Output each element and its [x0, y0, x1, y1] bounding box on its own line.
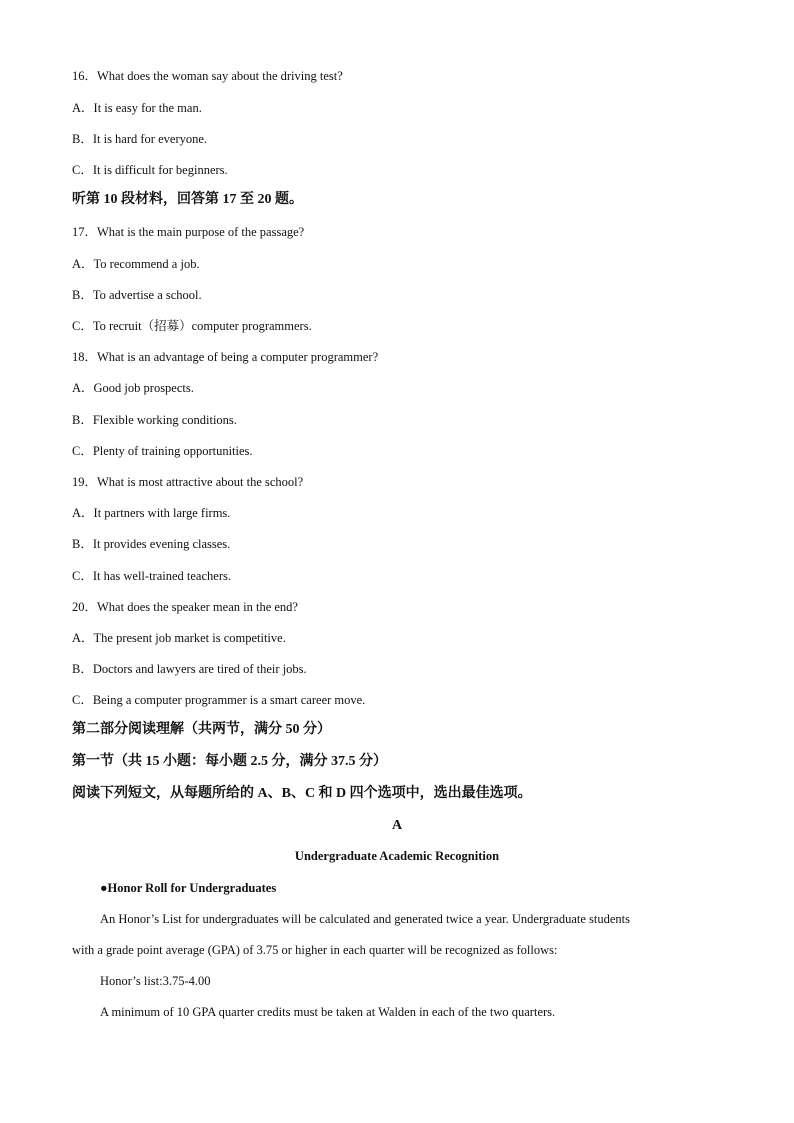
question-19: 19．What is most attractive about the school? [72, 475, 304, 489]
question-16-option-c: C．It is difficult for beginners. [72, 163, 228, 177]
paragraph-2: A minimum of 10 GPA quarter credits must be taken at Walden in each of the two quarters. [100, 1005, 556, 1019]
question-16-option-b: B．It is hard for everyone. [72, 132, 208, 146]
question-18: 18．What is an advantage of being a computer programmer? [72, 350, 379, 364]
question-18-option-a: A．Good job prospects. [72, 381, 194, 395]
paragraph-1-line-1: An Honor’s List for undergraduates will be calculated and generated twice a year. Undergraduate students [100, 912, 631, 926]
question-20-option-b: B．Doctors and lawyers are tired of their jobs. [72, 662, 307, 676]
section-10-instruction: 听第 10 段材料，回答第 17 至 20 题。 [72, 192, 303, 207]
question-16: 16．What does the woman say about the driving test? [72, 69, 343, 83]
question-17: 17．What is the main purpose of the passage? [72, 225, 305, 239]
question-18-option-b: B．Flexible working conditions. [72, 413, 237, 427]
passage-letter: A [391, 818, 403, 833]
question-17-option-a: A．To recommend a job. [72, 257, 200, 271]
question-19-option-b: B．It provides evening classes. [72, 537, 231, 551]
honors-list-range: Honor’s list:3.75-4.00 [100, 974, 211, 988]
question-16-option-a: A．It is easy for the man. [72, 101, 202, 115]
paragraph-1-line-2: with a grade point average (GPA) of 3.75 or higher in each quarter will be recognized as follows: [72, 943, 558, 957]
part-2-heading: 第二部分阅读理解（共两节，满分 50 分） [72, 722, 331, 737]
question-20-option-a: A．The present job market is competitive. [72, 631, 286, 645]
question-20-option-c: C．Being a computer programmer is a smart career move. [72, 693, 366, 707]
question-17-option-b: B．To advertise a school. [72, 288, 202, 302]
question-19-option-a: A．It partners with large firms. [72, 506, 231, 520]
question-18-option-c: C．Plenty of training opportunities. [72, 444, 253, 458]
passage-title: Undergraduate Academic Recognition [294, 849, 500, 863]
question-17-option-c: C．To recruit（招募）computer programmers. [72, 319, 312, 333]
question-20: 20．What does the speaker mean in the end? [72, 600, 298, 614]
honor-roll-heading: ●Honor Roll for Undergraduates [100, 881, 277, 895]
reading-instruction: 阅读下列短文，从每题所给的 A、B、C 和 D 四个选项中，选出最佳选项。 [72, 786, 532, 801]
section-1-heading: 第一节（共 15 小题：每小题 2.5 分，满分 37.5 分） [72, 754, 387, 769]
question-19-option-c: C．It has well-trained teachers. [72, 569, 231, 583]
